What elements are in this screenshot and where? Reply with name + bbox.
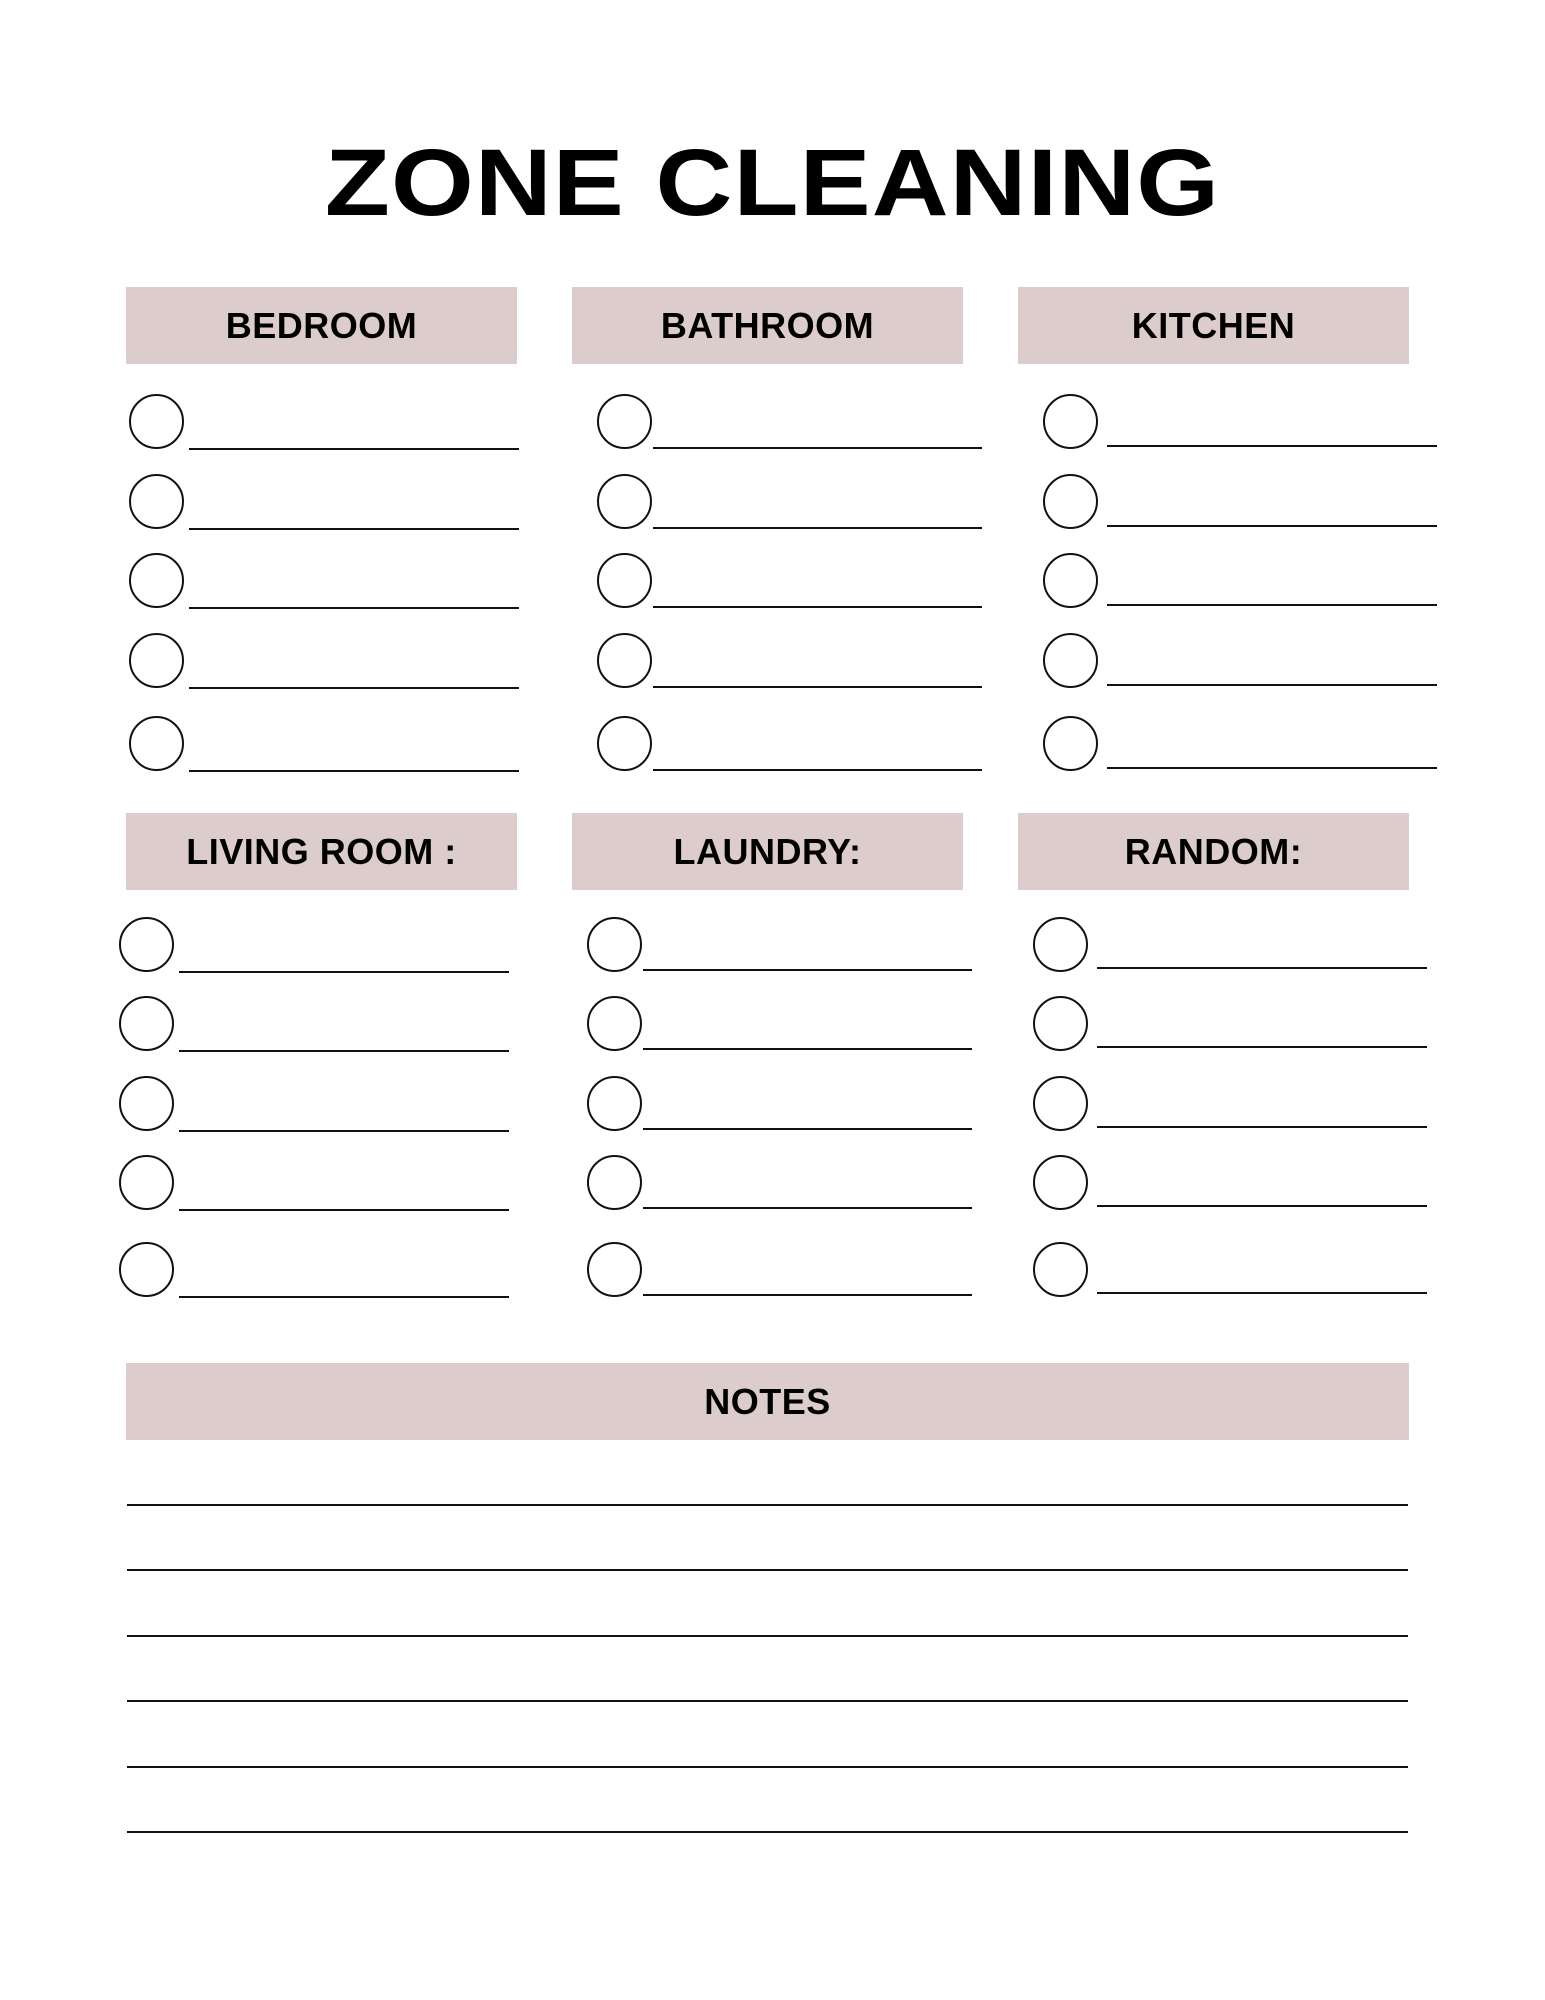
checkbox-circle-icon[interactable] bbox=[597, 553, 652, 608]
task-write-line[interactable] bbox=[1107, 445, 1437, 447]
checkbox-circle-icon[interactable] bbox=[597, 474, 652, 529]
zone-header-random bbox=[1018, 813, 1409, 890]
zone-header-laundry bbox=[572, 813, 963, 890]
notes-write-line[interactable] bbox=[127, 1635, 1408, 1637]
task-write-line[interactable] bbox=[189, 687, 519, 689]
task-write-line[interactable] bbox=[189, 607, 519, 609]
zone-header-label: KITCHEN bbox=[1131, 304, 1296, 346]
task-write-line[interactable] bbox=[1097, 1126, 1427, 1128]
zone-header-label: LIVING ROOM : bbox=[186, 830, 457, 872]
checkbox-circle-icon[interactable] bbox=[1033, 1076, 1088, 1131]
checkbox-circle-icon[interactable] bbox=[587, 1076, 642, 1131]
notes-write-line[interactable] bbox=[127, 1766, 1408, 1768]
checkbox-circle-icon[interactable] bbox=[129, 394, 184, 449]
task-write-line[interactable] bbox=[643, 1294, 972, 1296]
zone-header-living-room bbox=[126, 813, 517, 890]
notes-write-line[interactable] bbox=[127, 1504, 1408, 1506]
notes-write-line[interactable] bbox=[127, 1831, 1408, 1833]
checkbox-circle-icon[interactable] bbox=[119, 1155, 174, 1210]
task-write-line[interactable] bbox=[189, 448, 519, 450]
zone-header-kitchen bbox=[1018, 287, 1409, 364]
task-write-line[interactable] bbox=[189, 528, 519, 530]
task-write-line[interactable] bbox=[179, 1130, 509, 1132]
notes-write-line[interactable] bbox=[127, 1700, 1408, 1702]
task-write-line[interactable] bbox=[179, 971, 509, 973]
checkbox-circle-icon[interactable] bbox=[119, 996, 174, 1051]
notes-write-line[interactable] bbox=[127, 1569, 1408, 1571]
checkbox-circle-icon[interactable] bbox=[1043, 474, 1098, 529]
checkbox-circle-icon[interactable] bbox=[1033, 917, 1088, 972]
checkbox-circle-icon[interactable] bbox=[129, 553, 184, 608]
zone-header-label: BATHROOM bbox=[660, 304, 875, 346]
zone-header-bathroom bbox=[572, 287, 963, 364]
task-write-line[interactable] bbox=[189, 770, 519, 772]
task-write-line[interactable] bbox=[653, 447, 982, 449]
checkbox-circle-icon[interactable] bbox=[1043, 394, 1098, 449]
checkbox-circle-icon[interactable] bbox=[587, 1242, 642, 1297]
task-write-line[interactable] bbox=[1107, 604, 1437, 606]
task-write-line[interactable] bbox=[179, 1209, 509, 1211]
checkbox-circle-icon[interactable] bbox=[129, 633, 184, 688]
checkbox-circle-icon[interactable] bbox=[587, 917, 642, 972]
task-write-line[interactable] bbox=[1097, 1046, 1427, 1048]
task-write-line[interactable] bbox=[653, 527, 982, 529]
task-write-line[interactable] bbox=[179, 1050, 509, 1052]
checkbox-circle-icon[interactable] bbox=[597, 394, 652, 449]
zone-header-label: BEDROOM bbox=[225, 304, 418, 346]
notes-header-label: NOTES bbox=[704, 1380, 831, 1422]
checkbox-circle-icon[interactable] bbox=[119, 1076, 174, 1131]
checkbox-circle-icon[interactable] bbox=[1043, 716, 1098, 771]
checkbox-circle-icon[interactable] bbox=[1043, 633, 1098, 688]
checkbox-circle-icon[interactable] bbox=[129, 716, 184, 771]
task-write-line[interactable] bbox=[653, 686, 982, 688]
task-write-line[interactable] bbox=[653, 606, 982, 608]
checkbox-circle-icon[interactable] bbox=[587, 996, 642, 1051]
page-title: ZONE CLEANING bbox=[324, 130, 1221, 236]
task-write-line[interactable] bbox=[643, 1048, 972, 1050]
checkbox-circle-icon[interactable] bbox=[587, 1155, 642, 1210]
task-write-line[interactable] bbox=[1107, 525, 1437, 527]
checkbox-circle-icon[interactable] bbox=[119, 1242, 174, 1297]
notes-header bbox=[126, 1363, 1409, 1440]
checkbox-circle-icon[interactable] bbox=[597, 716, 652, 771]
task-write-line[interactable] bbox=[1107, 684, 1437, 686]
zone-header-label: RANDOM: bbox=[1124, 830, 1303, 872]
task-write-line[interactable] bbox=[1097, 1292, 1427, 1294]
checkbox-circle-icon[interactable] bbox=[1043, 553, 1098, 608]
task-write-line[interactable] bbox=[643, 1128, 972, 1130]
zone-header-label: LAUNDRY: bbox=[673, 830, 862, 872]
task-write-line[interactable] bbox=[1097, 967, 1427, 969]
zone-header-bedroom bbox=[126, 287, 517, 364]
task-write-line[interactable] bbox=[643, 969, 972, 971]
checkbox-circle-icon[interactable] bbox=[597, 633, 652, 688]
checkbox-circle-icon[interactable] bbox=[1033, 1155, 1088, 1210]
checkbox-circle-icon[interactable] bbox=[119, 917, 174, 972]
checkbox-circle-icon[interactable] bbox=[1033, 1242, 1088, 1297]
task-write-line[interactable] bbox=[653, 769, 982, 771]
task-write-line[interactable] bbox=[1107, 767, 1437, 769]
checkbox-circle-icon[interactable] bbox=[129, 474, 184, 529]
task-write-line[interactable] bbox=[643, 1207, 972, 1209]
task-write-line[interactable] bbox=[179, 1296, 509, 1298]
task-write-line[interactable] bbox=[1097, 1205, 1427, 1207]
checkbox-circle-icon[interactable] bbox=[1033, 996, 1088, 1051]
